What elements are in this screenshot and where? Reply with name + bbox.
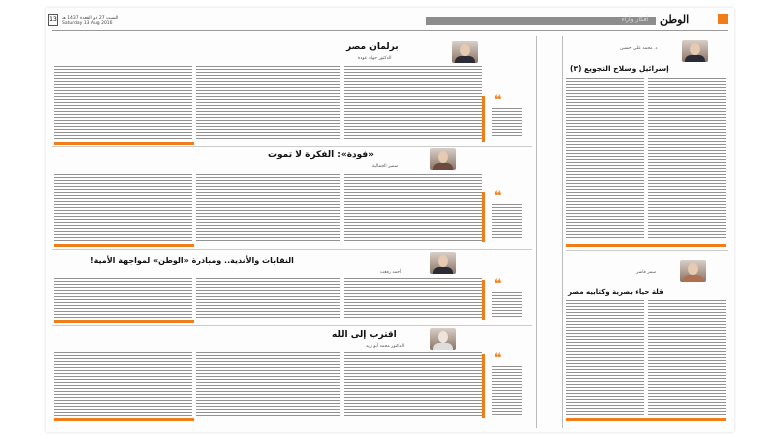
accent-rule: [54, 320, 194, 323]
masthead-logo: الوطن: [660, 13, 690, 26]
newspaper-page: [46, 8, 734, 432]
accent-rule: [566, 244, 726, 247]
accent-rule: [566, 418, 726, 421]
pull-quote: [492, 366, 522, 416]
article-body: [54, 66, 482, 140]
author-photo: [680, 260, 706, 282]
author-photo: [452, 41, 478, 63]
date-english: Saturday 13 Aug 2016: [62, 21, 113, 26]
article-body: [54, 174, 482, 242]
article-title: إسرائيل وسلاح التجويع (٣): [570, 64, 669, 73]
pull-quote: [492, 292, 522, 318]
section-header-bar: [426, 17, 656, 25]
article-title: اقترب إلى الله: [332, 330, 397, 340]
logo-square-icon: [718, 14, 728, 24]
page-number: 13: [48, 14, 58, 26]
article-author: د. محمد علي حسين: [620, 46, 658, 51]
accent-strip: [482, 280, 485, 320]
author-photo: [430, 148, 456, 170]
section-divider: [566, 250, 728, 251]
article-author: الدكتور محمد أبو زيد: [366, 344, 405, 349]
quote-icon: ❝: [494, 277, 502, 292]
quote-icon: ❝: [494, 351, 502, 366]
author-photo: [430, 328, 456, 350]
pull-quote: [492, 108, 522, 138]
accent-rule: [54, 142, 194, 145]
article-author: سمير الجمالية: [372, 164, 399, 169]
column-divider: [536, 36, 537, 428]
author-photo: [682, 40, 708, 62]
article-author: سمر فاشر: [636, 270, 657, 275]
article-title: قلة حياء بصرية وكتابيه مصر: [568, 288, 664, 296]
masthead-rule: [52, 30, 728, 31]
column-divider: [562, 36, 563, 428]
article-body: [54, 352, 482, 416]
article-title: النقابات والأندية.. ومبادرة «الوطن» لمواجهة الأمية!: [90, 256, 294, 265]
article-title: برلمان مصر: [346, 42, 399, 52]
section-divider: [52, 249, 532, 250]
quote-icon: ❝: [494, 93, 502, 108]
date-arabic: السبت 27 ذو القعدة 1437 هـ: [62, 16, 119, 21]
dateline: [62, 16, 118, 26]
section-divider: [52, 325, 532, 326]
accent-strip: [482, 96, 485, 142]
quote-icon: ❝: [494, 189, 502, 204]
article-body: [54, 278, 482, 318]
pull-quote: [492, 204, 522, 238]
author-photo: [430, 252, 456, 274]
accent-strip: [482, 192, 485, 242]
accent-strip: [482, 354, 485, 418]
article-title: «فودة»: الفكرة لا تموت: [268, 150, 374, 160]
section-title: أفكار وآراء: [621, 16, 648, 23]
accent-rule: [54, 418, 194, 421]
accent-rule: [54, 244, 194, 247]
section-divider: [52, 146, 532, 147]
article-author: الدكتور جهاد عودة: [358, 56, 392, 61]
article-author: أحمد رفعت: [380, 270, 402, 275]
